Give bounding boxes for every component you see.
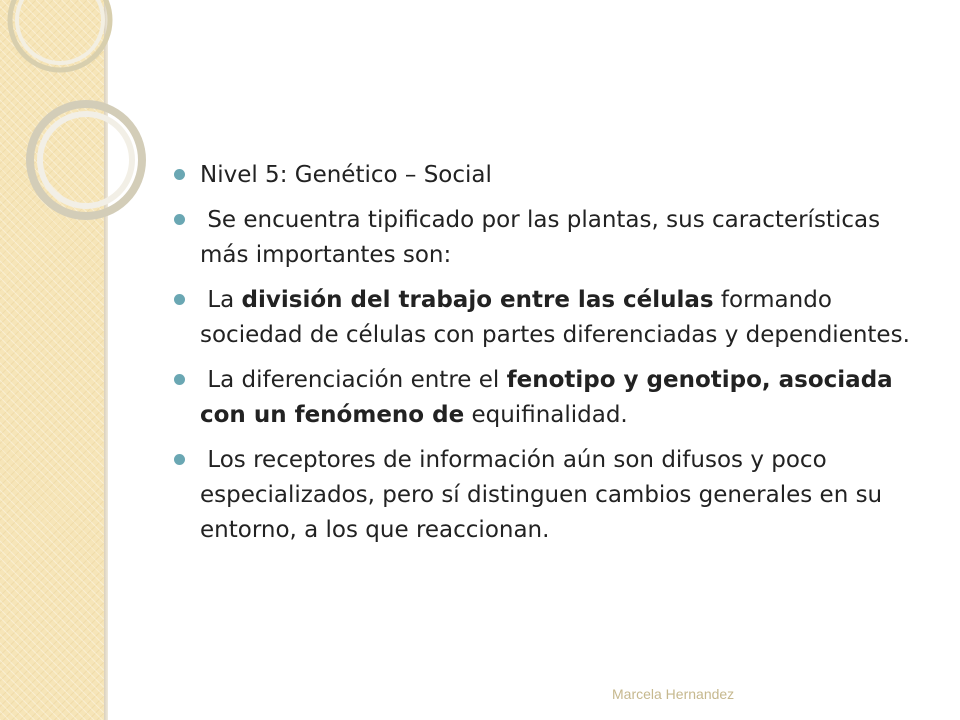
bullet-text-bold: división del trabajo entre las células <box>241 287 714 313</box>
bullet-list <box>168 158 928 548</box>
decorative-rings <box>0 0 160 260</box>
slide-body <box>168 158 928 558</box>
bullet-text: Los receptores de información aún son difusos y poco especializados, pero sí distinguen cambios generales en su entorno, a los que reaccionan. <box>200 447 890 543</box>
bullet-text: Se encuentra tipificado por las plantas, sus características más importantes son: <box>200 207 888 268</box>
bullet-item <box>168 283 928 353</box>
bullet-dot-icon <box>174 454 185 465</box>
bullet-dot-icon <box>174 214 185 225</box>
ring-top-icon <box>10 0 110 70</box>
bullet-item <box>168 203 928 273</box>
bullet-text: formando sociedad de células con partes diferenciadas y dependientes. <box>200 287 910 348</box>
bullet-item <box>168 158 928 193</box>
bullet-dot-icon <box>174 374 185 385</box>
bullet-text: equifinalidad. <box>464 402 628 428</box>
footer-author: Marcela Hernandez <box>612 686 735 702</box>
bullet-item <box>168 363 928 433</box>
bullet-text-bold: fenotipo y genotipo, asociada con un fenómeno de <box>200 367 901 428</box>
bullet-text: La <box>200 287 242 313</box>
bullet-text: La diferenciación entre el <box>200 367 507 393</box>
bullet-dot-icon <box>174 294 185 305</box>
bullet-dot-icon <box>174 169 185 180</box>
bullet-text: Nivel 5: Genético – Social <box>200 162 492 188</box>
ring-bottom-icon <box>30 104 142 216</box>
bullet-item <box>168 443 928 548</box>
